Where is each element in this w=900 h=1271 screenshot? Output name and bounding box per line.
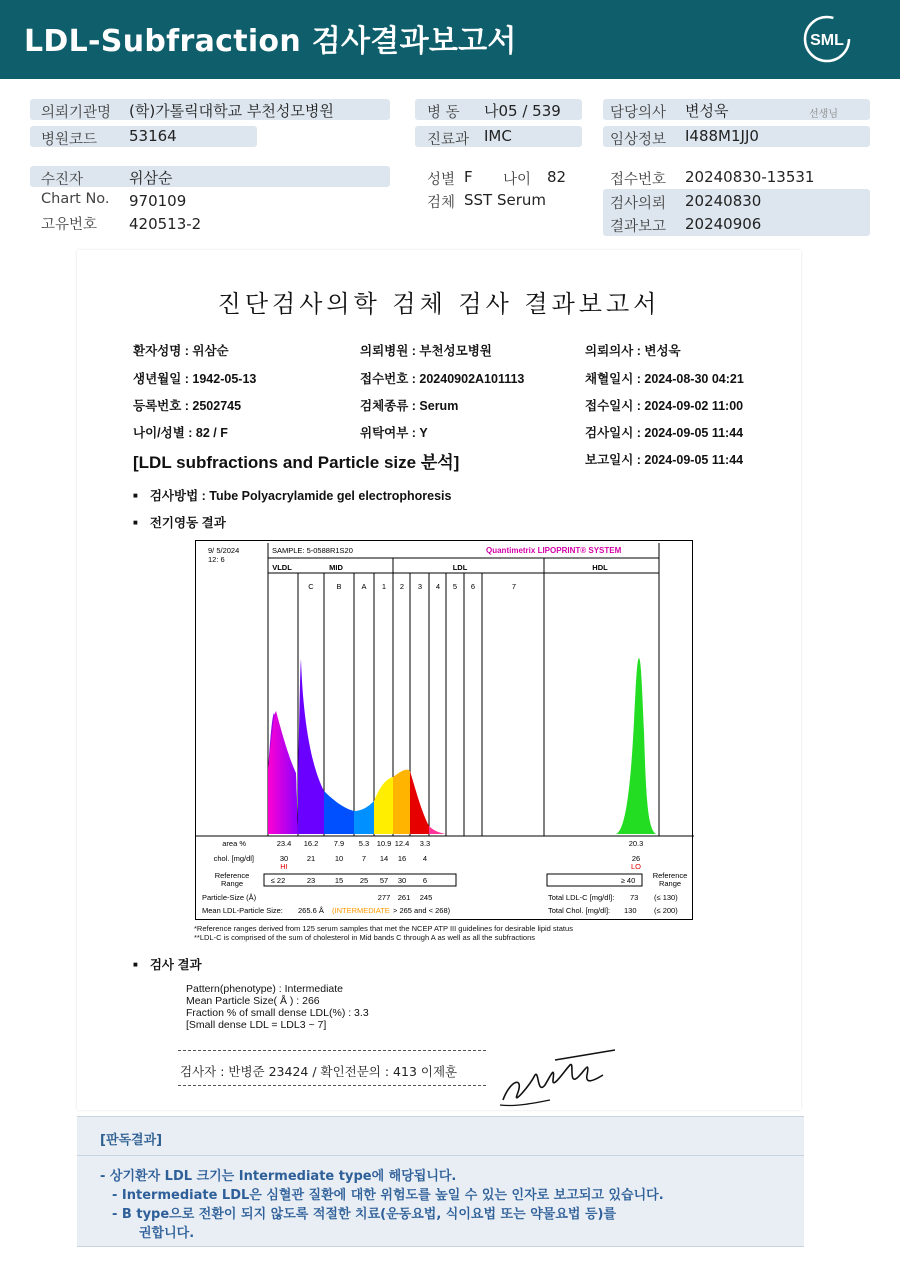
chart-svg [196,541,694,921]
judgement-line-3: - B type으로 전환이 되지 않도록 적절한 치료(운동요법, 식이요법 또는 약물요법 등)를 [112,1207,617,1222]
chol-value: 4 [422,854,428,863]
band-label-5: 5 [452,582,458,591]
ref-value: 25 [359,876,369,885]
judgement-title: [판독결과] [100,1133,163,1148]
birthdate: 생년월일 : 1942-05-13 [133,372,257,386]
patient-row [30,166,390,187]
page-title: LDL-Subfraction 검사결과보고서 [24,24,517,59]
group-vldl: VLDL [272,563,292,572]
chart-notes [194,924,573,942]
mid-c-area [298,659,324,834]
institution-value: (학)가톨릭대학교 부천성모병원 [129,102,334,120]
dept-label: 진료과 [427,132,470,148]
area-value: 7.9 [333,839,345,848]
particle-value: 261 [397,893,411,902]
band-label-7: 7 [511,582,517,591]
band-labels [308,582,516,591]
clinical-value: I488M1JJ0 [685,127,759,145]
area-value: 10.9 [376,839,392,848]
receipt-label: 접수번호 [610,172,667,188]
reg-number: 등록번호 : 2502745 [133,399,242,413]
band-label-3: 3 [417,582,423,591]
electro-heading: ■ 전기영동 결과 [133,513,226,531]
row-label-ref-2: Range [220,879,244,888]
receipt-time: 접수일시 : 2024-09-02 11:00 [585,399,744,413]
specimen-value: SST Serum [464,191,547,209]
chart-no-label: Chart No. [41,191,110,207]
total-chol-label: Total Chol. [mg/dl]: [548,906,611,915]
mean-range: > 265 and < 268) [393,906,451,915]
req-doctor: 의뢰의사 : 변성욱 [585,344,681,358]
chol-value: 21 [306,854,316,863]
test-time: 검사일시 : 2024-09-05 11:44 [585,426,744,440]
ldl2-area [393,770,410,834]
req-hospital: 의뢰병원 : 부천성모병원 [360,344,492,358]
uid-label: 고유번호 [41,217,98,233]
area-value: 16.2 [303,839,319,848]
ldl3-area [410,771,429,834]
ref-right-1: Reference [652,871,688,880]
mean-size-value: 265.6 Å [298,906,324,915]
hdl-area [616,658,656,834]
sex-value: F [464,168,473,186]
handwritten-signature [495,1045,620,1110]
logo-text: SML [810,32,844,49]
ward-label: 병 동 [427,105,460,121]
chol-value: 26 [631,854,641,863]
institution-label: 의뢰기관명 [41,105,112,121]
chart-table [202,839,687,915]
chol-value: 30 [279,854,289,863]
report-date-label: 결과보고 [610,219,667,235]
ldl4-area [429,826,446,834]
result-size: Mean Particle Size( Å ) : 266 [186,995,320,1007]
patient-value: 위삼순 [129,169,173,187]
ref-value: 30 [397,876,407,885]
age-label: 나이 [503,172,532,188]
patient-name: 환자성명 : 위삼순 [133,344,229,358]
request-label: 검사의뢰 [610,196,667,212]
ldl1-area [374,777,393,834]
report-time: 보고일시 : 2024-09-05 11:44 [585,453,744,467]
flag-lo: LO [630,862,642,871]
method-line: ■ 검사방법 : Tube Polyacrylamide gel electrophoresis [133,486,451,504]
group-mid: MID [329,563,343,572]
hospital-code-value: 53164 [129,127,177,145]
sml-logo-icon [802,14,852,64]
judgement-line-4: 권합니다. [139,1226,195,1241]
result-pattern: Pattern(phenotype) : Intermediate [186,983,344,995]
row-label-ref-1: Reference [214,871,250,880]
age-sex: 나이/성별 : 82 / F [133,426,228,440]
chart-sample: SAMPLE: 5-0588R1S20 [272,546,353,555]
ward-value: 나05 / 539 [484,102,561,120]
group-hdl: HDL [592,563,608,572]
chol-value: 14 [379,854,389,863]
ref-value: ≤ 22 [270,876,286,885]
mid-a-area [354,801,374,834]
chol-value: 10 [334,854,344,863]
result-lines [186,983,369,1031]
ref-value: 57 [379,876,389,885]
band-label-2: 2 [399,582,405,591]
area-value: 3.3 [419,839,431,848]
chol-value: 7 [361,854,367,863]
ref-value: ≥ 40 [620,876,636,885]
flag-hi: HI [280,862,288,871]
sex-label: 성별 [427,172,456,188]
result-heading: ■ 검사 결과 [133,955,202,973]
ref-right-2: Range [658,879,682,888]
ref-value: 15 [334,876,344,885]
specimen-label: 검체 [427,195,456,211]
ref-value: 23 [306,876,316,885]
group-ldl: LDL [452,563,468,572]
age-value: 82 [547,168,567,186]
clinical-label: 임상정보 [610,132,667,148]
particle-value: 245 [419,893,433,902]
result-definition: [Small dense LDL = LDL3 ~ 7] [186,1019,327,1031]
signature-line: 검사자 : 반병준 23424 / 확인전문의 : 413 이제훈 [180,1064,458,1079]
mean-class: (INTERMEDIATE [332,906,390,915]
area-value: 23.4 [276,839,292,848]
outsourced: 위탁여부 : Y [360,426,428,440]
total-ldl-ref: (≤ 130) [654,893,678,902]
sample-type: 검체종류 : Serum [360,399,459,413]
uid-value: 420513-2 [129,215,202,233]
band-label-4: 4 [435,582,441,591]
judgement-panel [77,1116,804,1247]
area-value: 12.4 [394,839,410,848]
total-chol-ref: (≤ 200) [654,906,678,915]
total-ldl-value: 73 [630,893,639,902]
band-label-B: B [336,582,342,591]
section-title: [LDL subfractions and Particle size 분석] [133,453,460,472]
row-label-area: area % [222,839,246,848]
area-value: 20.3 [628,839,644,848]
note-2: **LDL-C is comprised of the sum of cholesterol in Mid bands C through A as well as all the subfractions [194,933,536,942]
receipt-value: 20240830-13531 [685,168,815,186]
judgement-line-1: - 상기환자 LDL 크기는 Intermediate type에 해당됩니다. [100,1169,457,1184]
total-ldl-label: Total LDL-C [mg/dl]: [548,893,615,902]
chart-date: 9/ 5/2024 [208,546,240,555]
total-chol-value: 130 [624,906,637,915]
chart-areas [268,658,656,834]
report-date-value: 20240906 [685,215,762,233]
dept-value: IMC [484,127,512,145]
band-label-C: C [308,582,314,591]
report-title: 진단검사의학 검체 검사 결과보고서 [217,290,661,318]
mid-b-area [324,791,354,834]
note-1: *Reference ranges derived from 125 serum samples that met the NCEP ATP III guidelines for desirable lipid status [194,924,573,933]
band-label-6: 6 [470,582,476,591]
hospital-code-label: 병원코드 [41,132,98,148]
chart-brand: Quantimetrix LIPOPRINT® SYSTEM [486,546,622,555]
patient-label: 수진자 [41,172,84,188]
draw-time: 채혈일시 : 2024-08-30 04:21 [585,372,744,386]
doctor-label: 담당의사 [610,105,667,121]
request-value: 20240830 [685,192,762,210]
doctor-suffix: 선생님 [809,109,838,120]
area-value: 5.3 [358,839,370,848]
band-label-A: A [361,582,367,591]
chart-no-value: 970109 [129,192,187,210]
row-label-mean: Mean LDL-Particle Size: [202,906,283,915]
report-header [0,0,900,79]
judgement-line-2: - Intermediate LDL은 심혈관 질환에 대한 위험도를 높일 수 있는 인자로 보고되고 있습니다. [112,1188,664,1203]
ref-value: 6 [422,876,428,885]
row-label-chol: chol. [mg/dl] [213,854,254,863]
row-label-particle: Particle-Size (Å) [202,893,257,902]
result-fraction: Fraction % of small dense LDL(%) : 3.3 [186,1007,369,1019]
particle-value: 277 [377,893,391,902]
chol-value: 16 [397,854,407,863]
accession: 접수번호 : 20240902A101113 [360,372,525,386]
doctor-value: 변성욱 [685,102,729,120]
electrophoresis-chart [195,540,693,920]
judgement-divider [77,1155,804,1156]
chart-time: 12: 6 [208,555,225,564]
band-label-1: 1 [381,582,387,591]
